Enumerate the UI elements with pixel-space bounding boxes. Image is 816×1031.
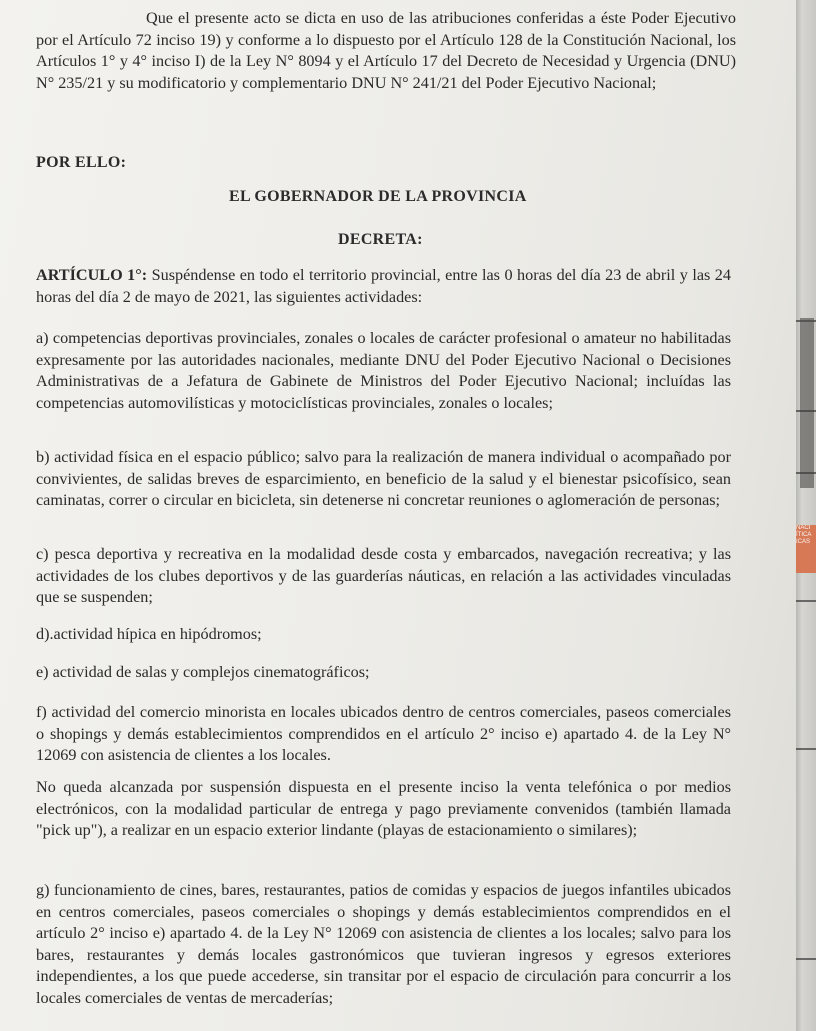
article-1-paragraph xyxy=(36,265,731,308)
item-a: a) competencias deportivas provinciales, zonales o locales de carácter profesional o amateur no habilitadas expresamente por las autoridades nacionales, mediante DNU del Poder Ejecutivo Nacional o Decisiones Administrativas de a Jefatura de Gabinete de Ministros del Poder Ejecutivo Nacional; incluídas las competencias automovilísticas y motociclísticas provinciales, zonales o locales; xyxy=(36,329,731,412)
item-f-note: No queda alcanzada por suspensión dispuesta en el presente inciso la venta telefónica o por medios electrónicos, con la modalidad particular de entrega y pago previamente convenidos (también llamada "pick up"), a realizar en un espacio exterior lindante (playas de estacionamiento o similares); xyxy=(36,778,731,839)
decreta-heading: DECRETA: xyxy=(338,231,423,248)
item-b: b) actividad física en el espacio público; salvo para la realización de manera individual o acompañado por convivientes, de salidas breves de esparcimiento, en beneficio de la salud y el bienestar psicofísico, sean caminatas, correr o circular en bicicleta, sin detenerse ni concretar reuniones o aglomeración de personas; xyxy=(36,448,731,509)
article-1-text: Suspéndense en todo el territorio provincial, entre las 0 horas del día 23 de abril y las 24 horas del día 2 de mayo de 2021, las siguientes actividades: xyxy=(36,266,731,306)
item-d: d).actividad hípica en hipódromos; xyxy=(36,625,262,643)
item-e: e) actividad de salas y complejos cinematográficos; xyxy=(36,663,370,681)
item-f: f) actividad del comercio minorista en locales ubicados dentro de centros comerciales, paseos comerciales o shopings y demás establecimientos comprendidos en el artículo 2° inciso e) apartado 4. de la Ley N° 12069 con asistencia de clientes a los locales. xyxy=(36,703,731,764)
preamble-paragraph: Que el presente acto se dicta en uso de las atribuciones conferidas a éste Poder Ejecutivo por el Artículo 72 inciso 19) y conforme a lo dispuesto por el Artículo 128 de la Constitución Nacional, los Artículos 1° y 4° inciso I) de la Ley N° 8094 y el Artículo 17 del Decreto de Necesidad y Urgencia (DNU) N° 235/21 y su modificatorio y complementario DNU N° 241/21 del Poder Ejecutivo Nacional; xyxy=(36,9,736,92)
page-edge xyxy=(796,0,816,1031)
item-g: g) funcionamiento de cines, bares, restaurantes, patios de comidas y espacios de juegos infantiles ubicados en centros comerciales, paseos comerciales o shopings y demás establecimientos comprendidos en el artículo 2° inciso e) apartado 4. de la Ley N° 12069 con asistencia de clientes a los locales; salvo para los bares, restaurantes y demás locales gastronómicos que tuvieran ingresos y egresos exteriores independientes, a los que puede accederse, sin transitar por el espacio de circulación para concurrir a los locales comerciales de ventas de mercaderías; xyxy=(36,881,731,1007)
edge-stamp: NACI ÍTICA ICAS xyxy=(796,525,816,573)
article-1-label: ARTÍCULO 1°: xyxy=(36,266,148,284)
governor-heading: EL GOBERNADOR DE LA PROVINCIA xyxy=(229,188,527,205)
por-ello-heading: POR ELLO: xyxy=(36,154,127,171)
item-c: c) pesca deportiva y recreativa en la modalidad desde costa y embarcados, navegación recreativa; y las actividades de los clubes deportivos y de las guarderías náuticas, en relación a las actividades vinculadas que se suspenden; xyxy=(36,545,731,606)
